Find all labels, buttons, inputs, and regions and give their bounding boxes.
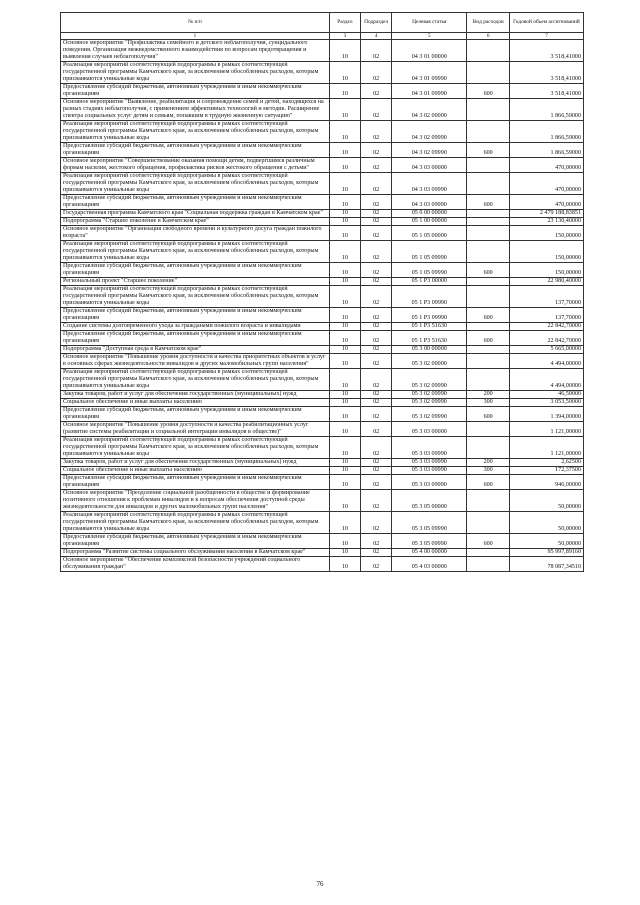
row-kind: 600 (467, 331, 510, 346)
row-target: 05 3 03 09990 (392, 475, 467, 490)
table-row (61, 399, 584, 407)
header-subsection: Подраздел (361, 13, 392, 33)
row-name: Основное мероприятие "Повышение уровня доступности и качества приоритетных объектов и услуг в основных сферах жизнедеятельности инвалидов и других маломобильных групп населения" (61, 354, 330, 369)
row-subsection: 02 (361, 512, 392, 534)
row-subsection: 02 (361, 549, 392, 557)
row-amount: 50,00000 (509, 512, 583, 534)
row-target: 05 3 02 09990 (392, 399, 467, 407)
row-subsection: 02 (361, 391, 392, 399)
row-subsection: 02 (361, 226, 392, 241)
row-kind (467, 40, 510, 62)
row-section: 10 (329, 512, 360, 534)
row-target: 05 4 00 00000 (392, 549, 467, 557)
colnum-3: 3 (329, 33, 360, 40)
row-amount: 78 087,34510 (509, 557, 583, 572)
row-name: Основное мероприятие "Повышение уровня доступности и качества реабилитационных услуг (развитие системы реабилитации и социальной интеграции инвалидов в обществе)" (61, 422, 330, 437)
row-name: Закупка товаров, работ и услуг для обеспечения государственных (муниципальных) нужд (61, 459, 330, 467)
table-row (61, 354, 584, 369)
row-amount: 3 053,50000 (509, 399, 583, 407)
row-subsection: 02 (361, 467, 392, 475)
row-name: Предоставление субсидий бюджетным, автономным учреждениям и иным некоммерческим организациям (61, 195, 330, 210)
row-section: 10 (329, 459, 360, 467)
row-section: 10 (329, 391, 360, 399)
row-amount: 150,00000 (509, 263, 583, 278)
row-section: 10 (329, 226, 360, 241)
row-section: 10 (329, 99, 360, 121)
row-kind (467, 512, 510, 534)
row-subsection: 02 (361, 62, 392, 84)
row-kind (467, 173, 510, 195)
row-section: 10 (329, 263, 360, 278)
row-section: 10 (329, 286, 360, 308)
row-name: Подпрограмма "Развитие системы социального обслуживания населения в Камчатском крае" (61, 549, 330, 557)
row-kind (467, 241, 510, 263)
table-row (61, 331, 584, 346)
row-name: Подпрограмма "Старшее поколение в Камчатском крае" (61, 218, 330, 226)
row-target: 04 3 01 09990 (392, 62, 467, 84)
row-subsection: 02 (361, 278, 392, 286)
row-kind: 600 (467, 308, 510, 323)
row-kind (467, 549, 510, 557)
row-section: 10 (329, 549, 360, 557)
row-amount: 1 866,59000 (509, 143, 583, 158)
row-target: 05 3 05 09990 (392, 534, 467, 549)
row-amount: 5 665,00000 (509, 346, 583, 354)
row-target: 05 3 00 00000 (392, 346, 467, 354)
row-amount: 2,62500 (509, 459, 583, 467)
row-section: 10 (329, 354, 360, 369)
row-amount: 3 518,41000 (509, 84, 583, 99)
row-subsection: 02 (361, 40, 392, 62)
row-target: 05 3 03 00000 (392, 422, 467, 437)
table-row (61, 369, 584, 391)
row-target: 05 1 P3 00000 (392, 278, 467, 286)
row-subsection: 02 (361, 84, 392, 99)
row-name: Реализация мероприятий соответствующей подпрограммы в рамках соответствующей государственной программы Камчатского края, за исключением обособленных расходов, которым присваиваются уникальные коды (61, 241, 330, 263)
row-kind (467, 354, 510, 369)
row-section: 10 (329, 62, 360, 84)
row-name: Основное мероприятие "Преодоление социальной разобщенности в обществе и формирование позитивного отношения к проблемам инвалидов и к вопросам обеспечения доступной среды жизнедеятельности для инвалидов и других маломобильных групп населения" (61, 490, 330, 512)
row-target: 05 1 05 09990 (392, 241, 467, 263)
header-name: № п/п (61, 13, 330, 33)
table-row (61, 308, 584, 323)
column-numbers-row (61, 33, 584, 40)
row-target: 05 1 P3 09990 (392, 308, 467, 323)
row-kind (467, 62, 510, 84)
row-subsection: 02 (361, 331, 392, 346)
row-target: 04 3 01 09990 (392, 84, 467, 99)
row-section: 10 (329, 475, 360, 490)
row-target: 05 1 05 09990 (392, 263, 467, 278)
table-row (61, 391, 584, 399)
row-target: 04 3 03 09990 (392, 195, 467, 210)
row-subsection: 02 (361, 99, 392, 121)
row-target: 05 1 00 00000 (392, 218, 467, 226)
row-subsection: 02 (361, 308, 392, 323)
page-number: 76 (316, 880, 324, 888)
row-subsection: 02 (361, 263, 392, 278)
table-row (61, 241, 584, 263)
table-row (61, 549, 584, 557)
row-target: 05 0 00 00000 (392, 210, 467, 218)
row-section: 10 (329, 437, 360, 459)
row-section: 10 (329, 399, 360, 407)
row-kind (467, 158, 510, 173)
row-amount: 1 866,59000 (509, 121, 583, 143)
table-row (61, 263, 584, 278)
row-amount: 946,00000 (509, 475, 583, 490)
table-row (61, 346, 584, 354)
table-row (61, 99, 584, 121)
row-section: 10 (329, 210, 360, 218)
row-target: 05 1 P3 51630 (392, 323, 467, 331)
row-amount: 2 479 188,83851 (509, 210, 583, 218)
row-kind: 300 (467, 467, 510, 475)
row-subsection: 02 (361, 195, 392, 210)
row-target: 05 1 P3 51630 (392, 331, 467, 346)
table-header-row (61, 13, 584, 33)
row-name: Предоставление субсидий бюджетным, автономным учреждениям и иным некоммерческим организациям (61, 475, 330, 490)
row-target: 04 3 01 00000 (392, 40, 467, 62)
header-kind: Вид расходов (467, 13, 510, 33)
row-kind (467, 557, 510, 572)
row-amount: 3 518,41000 (509, 40, 583, 62)
row-section: 10 (329, 467, 360, 475)
row-subsection: 02 (361, 422, 392, 437)
row-section: 10 (329, 346, 360, 354)
row-name: Создание системы долговременного ухода за гражданами пожилого возраста и инвалидами (61, 323, 330, 331)
table-row (61, 557, 584, 572)
header-amount: Годовой объем ассигнований (509, 13, 583, 33)
row-subsection: 02 (361, 407, 392, 422)
row-section: 10 (329, 278, 360, 286)
row-amount: 46,50000 (509, 391, 583, 399)
row-target: 05 3 03 09990 (392, 467, 467, 475)
table-body (61, 40, 584, 572)
row-amount: 22 980,40000 (509, 278, 583, 286)
row-name: Предоставление субсидий бюджетным, автономным учреждениям и иным некоммерческим организациям (61, 263, 330, 278)
row-kind: 600 (467, 534, 510, 549)
row-name: Предоставление субсидий бюджетным, автономным учреждениям и иным некоммерческим организациям (61, 143, 330, 158)
row-section: 10 (329, 422, 360, 437)
table-row (61, 323, 584, 331)
table-row (61, 286, 584, 308)
colnum-6: 6 (467, 33, 510, 40)
row-name: Закупка товаров, работ и услуг для обеспечения государственных (муниципальных) нужд (61, 391, 330, 399)
row-target: 05 3 02 09990 (392, 369, 467, 391)
row-subsection: 02 (361, 346, 392, 354)
row-subsection: 02 (361, 210, 392, 218)
table-row (61, 512, 584, 534)
row-kind (467, 121, 510, 143)
row-name: Предоставление субсидий бюджетным, автономным учреждениям и иным некоммерческим организациям (61, 407, 330, 422)
row-section: 10 (329, 331, 360, 346)
row-subsection: 02 (361, 354, 392, 369)
row-kind: 600 (467, 407, 510, 422)
row-subsection: 02 (361, 323, 392, 331)
row-name: Реализация мероприятий соответствующей подпрограммы в рамках соответствующей государственной программы Камчатского края, за исключением обособленных расходов, которым присваиваются уникальные коды (61, 62, 330, 84)
row-amount: 470,00000 (509, 195, 583, 210)
row-kind (467, 369, 510, 391)
row-section: 10 (329, 121, 360, 143)
row-name: Реализация мероприятий соответствующей подпрограммы в рамках соответствующей государственной программы Камчатского края, за исключением обособленных расходов, которым присваиваются уникальные коды (61, 286, 330, 308)
row-section: 10 (329, 557, 360, 572)
row-section: 10 (329, 158, 360, 173)
row-name: Подпрограмма "Доступная среда в Камчатском крае" (61, 346, 330, 354)
table-row (61, 143, 584, 158)
row-section: 10 (329, 143, 360, 158)
row-kind (467, 286, 510, 308)
row-name: Социальное обеспечение и иные выплаты населению (61, 399, 330, 407)
row-subsection: 02 (361, 534, 392, 549)
table-row (61, 407, 584, 422)
row-section: 10 (329, 40, 360, 62)
row-name: Предоставление субсидий бюджетным, автономным учреждениям и иным некоммерческим организациям (61, 308, 330, 323)
row-kind (467, 210, 510, 218)
row-section: 10 (329, 173, 360, 195)
row-subsection: 02 (361, 173, 392, 195)
row-target: 04 3 02 09990 (392, 121, 467, 143)
row-subsection: 02 (361, 437, 392, 459)
row-kind: 600 (467, 143, 510, 158)
row-subsection: 02 (361, 490, 392, 512)
row-kind (467, 218, 510, 226)
row-section: 10 (329, 534, 360, 549)
row-subsection: 02 (361, 121, 392, 143)
row-amount: 172,37500 (509, 467, 583, 475)
table-row (61, 62, 584, 84)
row-amount: 4 494,00000 (509, 354, 583, 369)
table-row (61, 422, 584, 437)
table-row (61, 534, 584, 549)
row-kind: 600 (467, 263, 510, 278)
row-amount: 137,70000 (509, 286, 583, 308)
table-row (61, 40, 584, 62)
row-name: Региональный проект "Старшее поколение" (61, 278, 330, 286)
row-target: 04 3 02 00000 (392, 99, 467, 121)
row-amount: 50,00000 (509, 534, 583, 549)
row-amount: 22 842,70000 (509, 331, 583, 346)
table-row (61, 195, 584, 210)
row-amount: 1 394,00000 (509, 407, 583, 422)
row-subsection: 02 (361, 557, 392, 572)
table-row (61, 475, 584, 490)
row-subsection: 02 (361, 475, 392, 490)
row-kind (467, 346, 510, 354)
row-subsection: 02 (361, 369, 392, 391)
row-kind: 200 (467, 391, 510, 399)
row-amount: 470,00000 (509, 173, 583, 195)
row-section: 10 (329, 241, 360, 263)
colnum-5: 5 (392, 33, 467, 40)
row-kind (467, 422, 510, 437)
row-amount: 1 866,59000 (509, 99, 583, 121)
row-amount: 1 121,00000 (509, 422, 583, 437)
row-subsection: 02 (361, 218, 392, 226)
row-kind: 600 (467, 195, 510, 210)
row-name: Реализация мероприятий соответствующей подпрограммы в рамках соответствующей государственной программы Камчатского края, за исключением обособленных расходов, которым присваиваются уникальные коды (61, 512, 330, 534)
document-page (60, 12, 584, 572)
table-row (61, 210, 584, 218)
row-target: 04 3 03 09990 (392, 173, 467, 195)
row-section: 10 (329, 323, 360, 331)
row-amount: 1 121,00000 (509, 437, 583, 459)
row-subsection: 02 (361, 143, 392, 158)
header-target: Целевая статья (392, 13, 467, 33)
header-section: Раздел (329, 13, 360, 33)
row-amount: 50,00000 (509, 490, 583, 512)
row-target: 04 3 02 09990 (392, 143, 467, 158)
row-name: Реализация мероприятий соответствующей подпрограммы в рамках соответствующей государственной программы Камчатского края, за исключением обособленных расходов, которым присваиваются уникальные коды (61, 173, 330, 195)
row-target: 04 3 03 00000 (392, 158, 467, 173)
row-amount: 95 997,89160 (509, 549, 583, 557)
row-kind: 200 (467, 459, 510, 467)
row-kind: 300 (467, 399, 510, 407)
row-name: Реализация мероприятий соответствующей подпрограммы в рамках соответствующей государственной программы Камчатского края, за исключением обособленных расходов, которым присваиваются уникальные коды (61, 121, 330, 143)
row-amount: 150,00000 (509, 226, 583, 241)
colnum-4: 4 (361, 33, 392, 40)
table-row (61, 467, 584, 475)
row-section: 10 (329, 369, 360, 391)
row-section: 10 (329, 490, 360, 512)
row-target: 05 3 02 00000 (392, 354, 467, 369)
table-row (61, 121, 584, 143)
row-name: Реализация мероприятий соответствующей подпрограммы в рамках соответствующей государственной программы Камчатского края, за исключением обособленных расходов, которым присваиваются уникальные коды (61, 437, 330, 459)
row-target: 05 4 03 00000 (392, 557, 467, 572)
row-target: 05 3 03 09990 (392, 437, 467, 459)
row-kind (467, 99, 510, 121)
row-amount: 3 518,41000 (509, 62, 583, 84)
row-amount: 22 842,70000 (509, 323, 583, 331)
row-section: 10 (329, 195, 360, 210)
row-kind: 600 (467, 84, 510, 99)
row-name: Основное мероприятие "Выявление, реабилитация и сопровождение семей и детей, находящихся на разных стадиях неблагополучия, с применением эффективных технологий и методик. Расширение спектра социальных услуг детям и семьям, попавшим в трудную жизненную ситуацию" (61, 99, 330, 121)
row-name: Социальное обеспечение и иные выплаты населению (61, 467, 330, 475)
row-kind (467, 490, 510, 512)
colnum-1: 1 (61, 33, 330, 40)
row-name: Основное мероприятие "Обеспечение комплексной безопасности учреждений социального обслуживания граждан" (61, 557, 330, 572)
row-target: 05 3 02 09990 (392, 391, 467, 399)
row-subsection: 02 (361, 158, 392, 173)
row-target: 05 1 P3 09990 (392, 286, 467, 308)
row-kind (467, 323, 510, 331)
row-kind (467, 437, 510, 459)
row-name: Предоставление субсидий бюджетным, автономным учреждениям и иным некоммерческим организациям (61, 84, 330, 99)
row-target: 05 3 02 09990 (392, 407, 467, 422)
row-target: 05 3 03 09990 (392, 459, 467, 467)
row-subsection: 02 (361, 241, 392, 263)
row-name: Основное мероприятие "Организация свободного времени и культурного досуга граждан пожилого возраста" (61, 226, 330, 241)
colnum-7: 7 (509, 33, 583, 40)
row-name: Основное мероприятие "Профилактика семейного и детского неблагополучия, суицидального поведения. Организация межведомственного взаимодействия по вопросам предотвращения и выявления случаев неблагополучия" (61, 40, 330, 62)
row-subsection: 02 (361, 286, 392, 308)
row-name: Государственная программа Камчатского края "Социальная поддержка граждан в Камчатском крае" (61, 210, 330, 218)
row-name: Предоставление субсидий бюджетным, автономным учреждениям и иным некоммерческим организациям (61, 534, 330, 549)
table-row (61, 173, 584, 195)
table-row (61, 437, 584, 459)
table-row (61, 218, 584, 226)
row-name: Реализация мероприятий соответствующей подпрограммы в рамках соответствующей государственной программы Камчатского края, за исключением обособленных расходов, которым присваиваются уникальные коды (61, 369, 330, 391)
table-row (61, 459, 584, 467)
row-section: 10 (329, 308, 360, 323)
table-row (61, 158, 584, 173)
row-target: 05 3 05 00000 (392, 490, 467, 512)
budget-table (60, 12, 584, 572)
row-amount: 470,00000 (509, 158, 583, 173)
table-row (61, 278, 584, 286)
row-name: Основное мероприятие "Совершенствование оказания помощи детям, подвергшимся различным формам насилия, жестокого обращения, профилактика рисков жестокого обращения с детьми" (61, 158, 330, 173)
row-amount: 23 130,40000 (509, 218, 583, 226)
row-subsection: 02 (361, 459, 392, 467)
row-section: 10 (329, 407, 360, 422)
row-amount: 4 494,00000 (509, 369, 583, 391)
row-target: 05 1 05 00000 (392, 226, 467, 241)
table-row (61, 490, 584, 512)
row-kind (467, 278, 510, 286)
row-subsection: 02 (361, 399, 392, 407)
row-section: 10 (329, 84, 360, 99)
row-target: 05 3 05 09990 (392, 512, 467, 534)
table-row (61, 226, 584, 241)
row-kind (467, 226, 510, 241)
row-name: Предоставление субсидий бюджетным, автономным учреждениям и иным некоммерческим организациям (61, 331, 330, 346)
row-amount: 137,70000 (509, 308, 583, 323)
row-kind: 600 (467, 475, 510, 490)
row-section: 10 (329, 218, 360, 226)
table-row (61, 84, 584, 99)
row-amount: 150,00000 (509, 241, 583, 263)
